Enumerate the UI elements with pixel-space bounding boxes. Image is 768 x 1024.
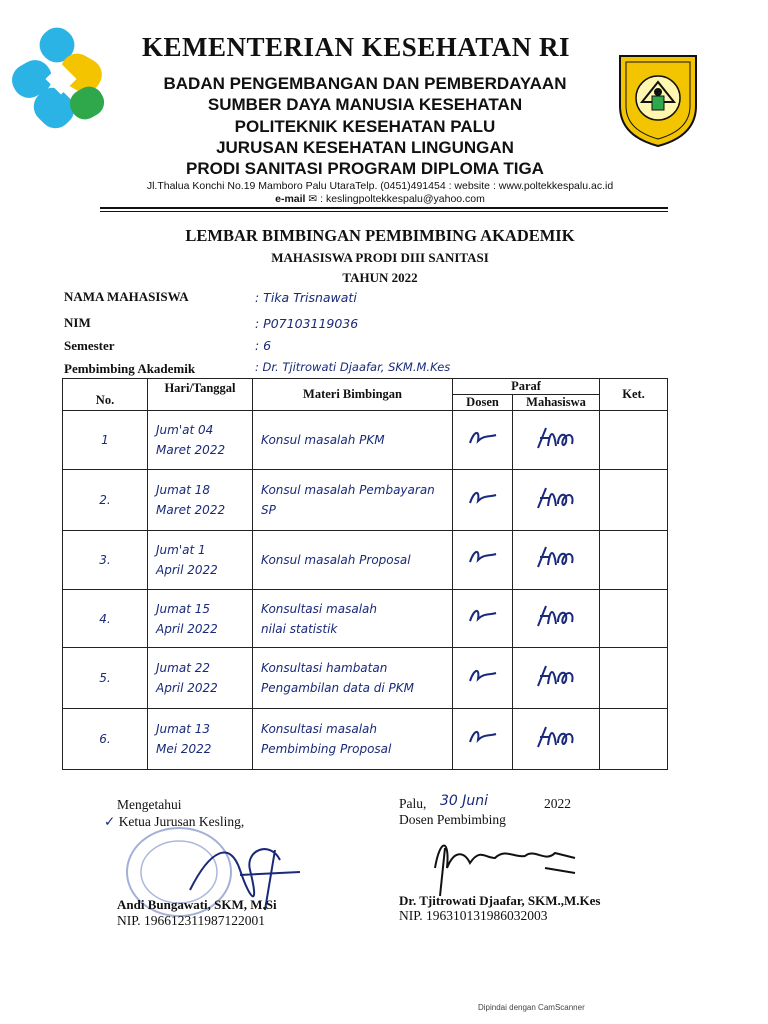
semester-value: : 6 xyxy=(255,338,272,353)
student-initial-signature xyxy=(534,662,578,690)
table-row xyxy=(63,470,668,531)
nim-label: NIM xyxy=(64,315,91,330)
row-material-line1: Konsultasi masalah xyxy=(261,601,377,616)
advisor-name: Dr. Tjitrowati Djaafar, SKM.,M.Kes xyxy=(399,893,601,908)
dosen-initial-signature xyxy=(466,663,500,689)
row-notes xyxy=(600,648,668,709)
row-student-paraf xyxy=(513,530,600,589)
table-row xyxy=(63,648,668,709)
row-date xyxy=(148,589,253,648)
form-subtitle: MAHASISWA PRODI DIII SANITASI xyxy=(271,250,489,265)
row-dosen-paraf xyxy=(453,470,513,531)
email-value: : keslingpoltekkespalu@yahoo.com xyxy=(320,193,485,205)
ministry-title: KEMENTERIAN KESEHATAN RI xyxy=(142,32,571,62)
row-date-month: Mei 2022 xyxy=(156,742,212,757)
header-ket: Ket. xyxy=(600,379,668,411)
row-notes xyxy=(600,411,668,470)
head-nip: NIP. 196612311987122001 xyxy=(117,913,266,928)
row-date-day: Jumat 15 xyxy=(156,601,210,616)
row-material xyxy=(253,709,453,770)
row-material xyxy=(253,470,453,531)
row-material xyxy=(253,648,453,709)
row-material-line2: SP xyxy=(261,503,276,518)
row-material xyxy=(253,411,453,470)
row-student-paraf xyxy=(513,411,600,470)
header-line: PRODI SANITASI PROGRAM DIPLOMA TIGA xyxy=(186,159,544,178)
email-line xyxy=(100,193,660,205)
student-initial-signature xyxy=(534,543,578,571)
row-material-line1: Konsul masalah PKM xyxy=(261,433,385,448)
row-material-line1: Konsultasi masalah xyxy=(261,722,377,737)
header-paraf: Paraf xyxy=(453,379,600,395)
row-student-paraf xyxy=(513,589,600,648)
semester-label: Semester xyxy=(64,338,115,353)
advisor-label: Pembimbing Akademik xyxy=(64,361,196,376)
row-date-month: April 2022 xyxy=(156,562,218,577)
row-material xyxy=(253,530,453,589)
row-material-line1: Konsultasi hambatan xyxy=(261,661,388,676)
row-date xyxy=(148,530,253,589)
row-number: 1 xyxy=(63,411,148,470)
student-initial-signature xyxy=(534,602,578,630)
row-date-month: Maret 2022 xyxy=(156,443,226,458)
scanner-note: Dipindai dengan CamScanner xyxy=(478,1003,585,1012)
header-line: SUMBER DAYA MANUSIA KESEHATAN xyxy=(207,95,523,114)
address: Jl.Thalua Konchi No.19 Mamboro Palu UtaraTelp. (0451)491454 : website : www.poltekkespalu.ac.id xyxy=(146,180,614,192)
row-notes xyxy=(600,530,668,589)
email-label: e-mail xyxy=(275,193,306,205)
header-rule xyxy=(100,207,668,209)
row-material-line2: Pembimbing Proposal xyxy=(261,742,392,757)
row-dosen-paraf xyxy=(453,709,513,770)
row-date xyxy=(148,470,253,531)
row-date-day: Jumat 13 xyxy=(156,722,210,737)
header-dosen: Dosen xyxy=(453,395,513,411)
name-value: : Tika Trisnawati xyxy=(255,290,357,305)
row-notes xyxy=(600,470,668,531)
signing-date: 30 Juni xyxy=(440,793,489,809)
header-line: POLITEKNIK KESEHATAN PALU xyxy=(234,117,496,136)
row-dosen-paraf xyxy=(453,648,513,709)
row-number: 3. xyxy=(63,530,148,589)
header-date: Hari/Tanggal xyxy=(148,379,253,411)
row-number: 5. xyxy=(63,648,148,709)
dosen-initial-signature xyxy=(466,425,500,451)
advisor-signature xyxy=(425,828,585,898)
row-date-day: Jumat 22 xyxy=(156,661,210,676)
advisor-nip: NIP. 196310131986032003 xyxy=(399,908,548,923)
student-initial-signature xyxy=(534,723,578,751)
table-row xyxy=(63,411,668,470)
table-row xyxy=(63,709,668,770)
check-mark-icon: ✓ xyxy=(104,814,116,830)
student-initial-signature xyxy=(534,484,578,512)
dosen-initial-signature xyxy=(466,485,500,511)
header-no: No. xyxy=(63,379,148,411)
name-label: NAMA MAHASISWA xyxy=(64,289,189,304)
row-dosen-paraf xyxy=(453,589,513,648)
row-student-paraf xyxy=(513,648,600,709)
row-notes xyxy=(600,589,668,648)
dosen-initial-signature xyxy=(466,603,500,629)
head-name: Andi Bungawati, SKM, M.Si xyxy=(117,897,277,912)
row-number: 2. xyxy=(63,470,148,531)
row-date-day: Jum'at 04 xyxy=(156,423,214,438)
nim-value: : P07103119036 xyxy=(255,316,359,331)
row-date-day: Jum'at 1 xyxy=(156,542,206,557)
advisor-role: Dosen Pembimbing xyxy=(399,812,506,827)
row-date-month: April 2022 xyxy=(156,621,218,636)
guidance-table xyxy=(62,378,668,770)
dosen-initial-signature xyxy=(466,544,500,570)
row-date-month: Maret 2022 xyxy=(156,503,226,518)
row-dosen-paraf xyxy=(453,411,513,470)
header-material: Materi Bimbingan xyxy=(253,379,453,411)
row-number: 6. xyxy=(63,709,148,770)
row-number: 4. xyxy=(63,589,148,648)
row-date-day: Jumat 18 xyxy=(156,483,210,498)
advisor-value: : Dr. Tjitrowati Djaafar, SKM.M.Kes xyxy=(255,360,451,374)
place-label: Palu, xyxy=(399,796,427,811)
mail-icon: ✉ xyxy=(308,193,318,205)
signing-year: 2022 xyxy=(544,796,571,811)
head-title-text: Ketua Jurusan Kesling, xyxy=(118,814,245,829)
row-date xyxy=(148,709,253,770)
form-year: TAHUN 2022 xyxy=(342,270,418,285)
row-material xyxy=(253,589,453,648)
row-material-line2: nilai statistik xyxy=(261,621,338,636)
dosen-initial-signature xyxy=(466,724,500,750)
header-rule xyxy=(100,211,668,212)
row-material-line2: Pengambilan data di PKM xyxy=(261,681,415,696)
row-dosen-paraf xyxy=(453,530,513,589)
row-student-paraf xyxy=(513,470,600,531)
header-line: JURUSAN KESEHATAN LINGUNGAN xyxy=(216,138,514,157)
row-material-line1: Konsul masalah Proposal xyxy=(261,552,411,567)
row-date-month: April 2022 xyxy=(156,681,218,696)
row-date xyxy=(148,648,253,709)
row-notes xyxy=(600,709,668,770)
row-material-line1: Konsul masalah Pembayaran xyxy=(261,483,435,498)
header-line: BADAN PENGEMBANGAN DAN PEMBERDAYAAN xyxy=(163,74,567,93)
form-title: LEMBAR BIMBINGAN PEMBIMBING AKADEMIK xyxy=(185,226,575,245)
acknowledged-label: Mengetahui xyxy=(117,797,182,812)
table-row xyxy=(63,589,668,648)
student-initial-signature xyxy=(534,424,578,452)
header-mahasiswa: Mahasiswa xyxy=(513,395,600,411)
table-row xyxy=(63,530,668,589)
row-date xyxy=(148,411,253,470)
row-student-paraf xyxy=(513,709,600,770)
